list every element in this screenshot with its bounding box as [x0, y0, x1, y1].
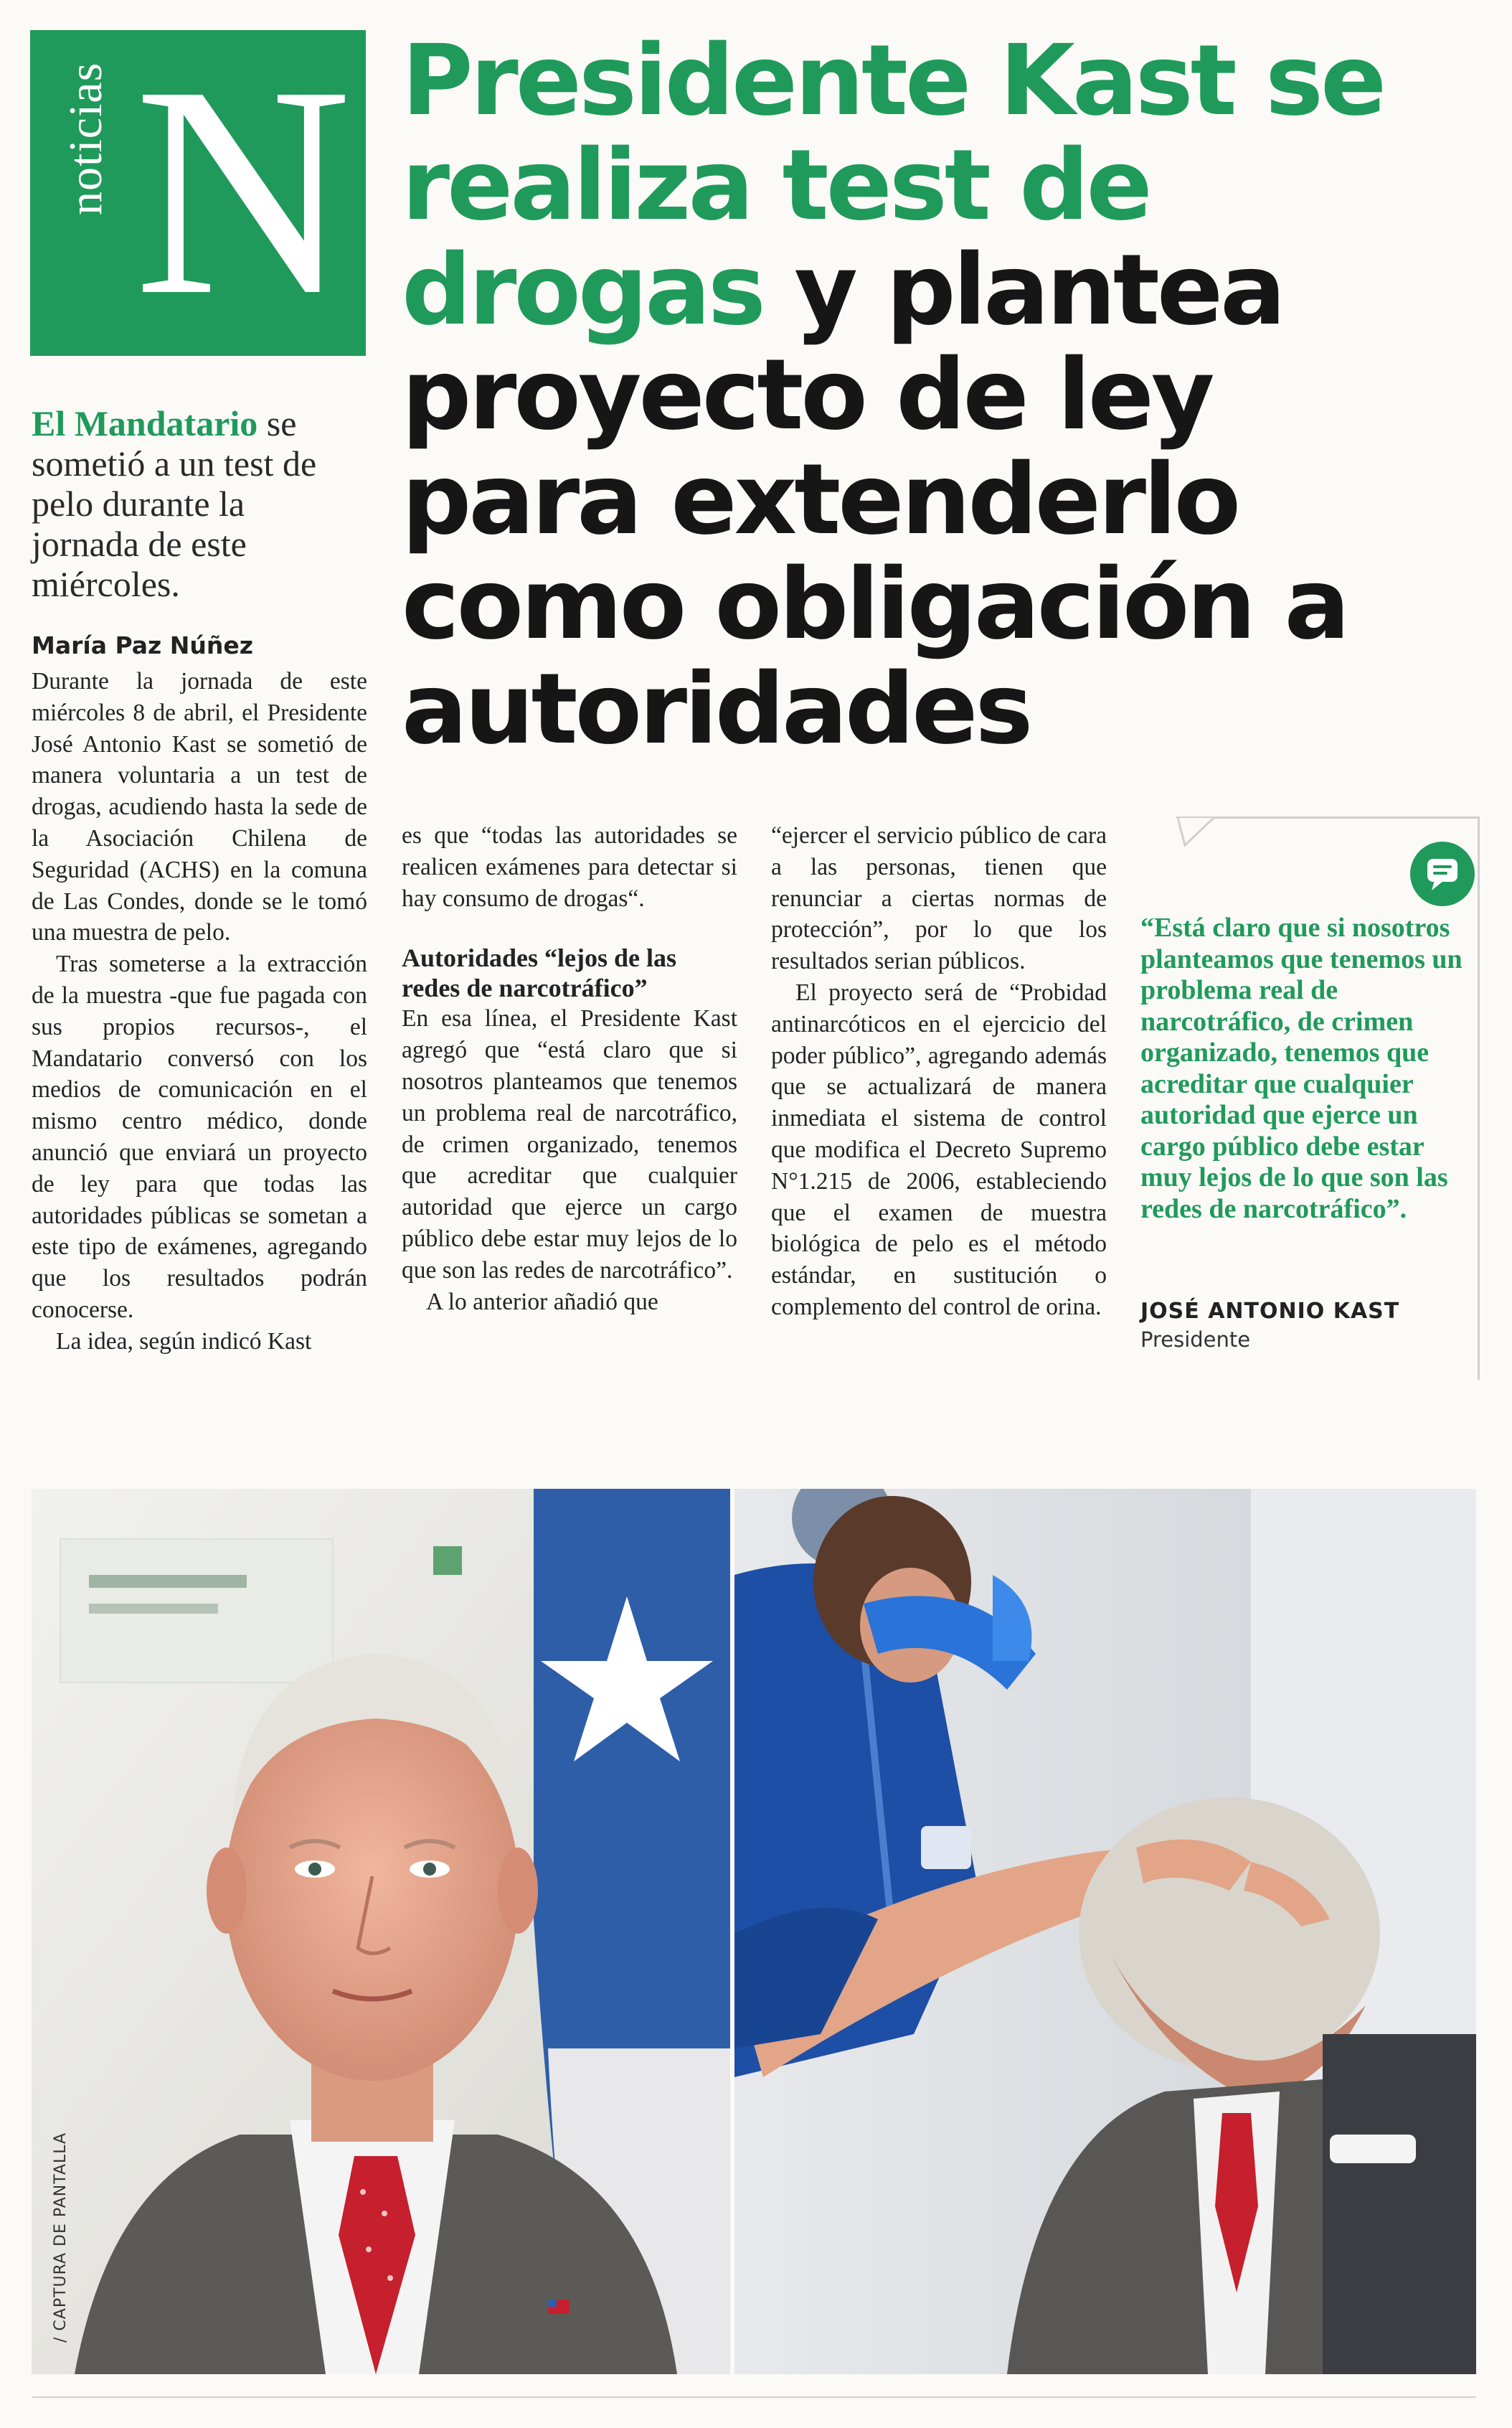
paragraph: Durante la jornada de este miércoles 8 de abril, el Presidente José Antonio Kast se sometió de manera voluntaria a un test de drogas, acudiendo hasta la sede de la Asociación Chilena de Seguridad (ACHS) en la comuna de Las Condes, donde se le tomó una muestra de pelo.	[32, 668, 367, 946]
bottom-divider	[32, 2396, 1476, 2398]
quote-text: “Está claro que si nosotros planteamos que tenemos un problema real de narcotráfico, de crimen organizado, tenemos que acreditar que cualquier autoridad que ejerce un cargo público debe estar muy lejos de lo que son las redes de narcotráfico”.	[1140, 913, 1463, 1224]
section-label: noticias	[60, 62, 112, 215]
body-column-1	[32, 666, 367, 1357]
president-portrait-photo	[32, 1489, 730, 2374]
pull-quote	[1140, 817, 1480, 1380]
paragraph: La idea, según indicó Kast	[56, 1327, 312, 1355]
speech-bubble-icon	[1410, 842, 1475, 906]
quote-author: JOSÉ ANTONIO KAST	[1140, 1299, 1400, 1324]
body-column-2	[402, 820, 737, 1317]
headline	[402, 24, 1478, 766]
paragraph: “ejercer el servicio público de cara a las personas, tienen que renunciar a ciertas normas de protección”, por lo que los resultados serian públicos.	[771, 822, 1107, 975]
headline-highlight: Presidente Kast se realiza test de drogas	[402, 24, 1384, 347]
quote-notch	[1178, 817, 1221, 852]
deck	[32, 403, 340, 604]
byline: María Paz Núñez	[32, 631, 253, 659]
headline-rest: y plantea proyecto de ley para extenderlo como obligación a autoridades	[402, 234, 1348, 766]
paragraph: Tras someterse a la extracción de la muestra -que fue pagada con sus propios recursos-, el Mandatario conversó con los medios de comunicación en el mismo centro médico, donde anunció que enviará un proyecto de ley para que todas las autoridades públicas se sometan a este tipo de exámenes, agregando que los resultados podrán conocerse.	[32, 951, 367, 1323]
section-badge	[30, 24, 366, 357]
paragraph: es que “todas las autoridades se realicen exámenes para detectar si hay consumo de drogas“.	[402, 822, 737, 912]
photo-credit: / CAPTURA DE PANTALLA	[52, 2132, 70, 2343]
body-column-3	[771, 820, 1107, 1323]
paragraph: En esa línea, el Presidente Kast agregó que “está claro que si nosotros planteamos que tenemos un problema real de narcotráfico, de crimen organizado, tenemos que acreditar que cualquier autoridad que ejerce un cargo público debe estar muy lejos de lo que son las redes de narcotráfico”.	[402, 1005, 737, 1284]
subheading: Autoridades “lejos de las redes de narcotráfico”	[402, 944, 677, 1003]
paragraph: A lo anterior añadió que	[426, 1288, 658, 1315]
paragraph: El proyecto será de “Probidad antinarcóticos en el ejercicio del poder público”, agregando además que se actualizará de manera inmediata el sistema de control que modifica el Decreto Supremo N°1.215 de 2006, estableciendo que el examen de muestra biológica de pelo es el método estándar, en sustitución o complemento del control de orina.	[771, 979, 1107, 1320]
quote-author-role: Presidente	[1140, 1327, 1251, 1352]
deck-lead: El Mandatario	[32, 403, 258, 443]
deck-text: se sometió a un test de pelo durante la jornada de este miércoles.	[32, 403, 317, 604]
hair-sample-photo	[734, 1489, 1476, 2374]
section-logo-letter: N	[134, 24, 352, 357]
quote-rule	[1176, 817, 1478, 819]
